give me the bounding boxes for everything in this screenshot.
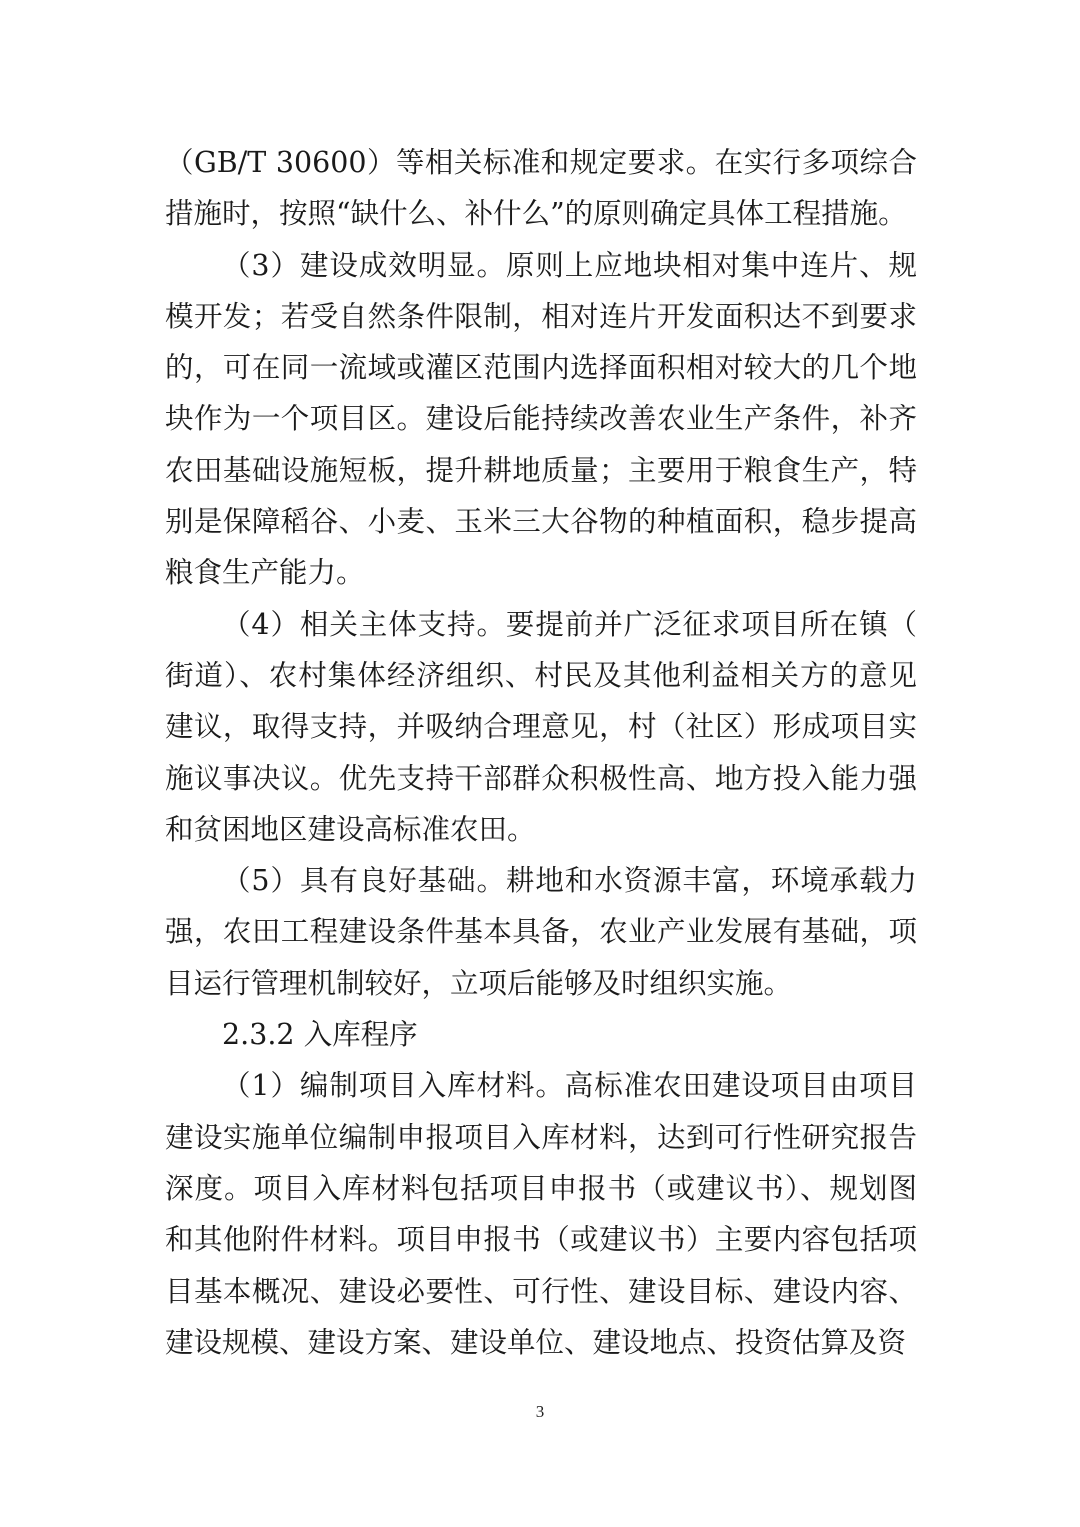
paragraph-item-3: （3）建设成效明显。原则上应地块相对集中连片、规模开发；若受自然条件限制，相对连片开发面积达不到要求的，可在同一流域或灌区范围内选择面积相对较大的几个地块作为一个项目区。建设后能持续改善农业生产条件，补齐农田基础设施短板，提升耕地质量；主要用于粮食生产，特别是保障稻谷、小麦、玉米三大谷物的种植面积，稳步提高粮食生产能力。 xyxy=(165,248,917,590)
body-text xyxy=(165,137,917,1368)
paragraph-item-4: （4）相关主体支持。要提前并广泛征求项目所在镇（街道）、农村集体经济组织、村民及其他利益相关方的意见建议，取得支持，并吸纳合理意见，村（社区）形成项目实施议事决议。优先支持干部群众积极性高、地方投入能力强和贫困地区建设高标准农田。 xyxy=(165,607,917,846)
paragraph-item-5: （5）具有良好基础。耕地和水资源丰富，环境承载力强，农田工程建设条件基本具备，农业产业发展有基础，项目运行管理机制较好，立项后能够及时组织实施。 xyxy=(165,864,917,1000)
page-number: 3 xyxy=(535,1402,545,1421)
section-heading-2-3-2: 2.3.2 入库程序 xyxy=(222,1018,418,1052)
paragraph-procedure-1: （1）编制项目入库材料。高标准农田建设项目由项目建设实施单位编制申报项目入库材料，达到可行性研究报告深度。项目入库材料包括项目申报书（或建议书）、规划图和其他附件材料。项目申报书（或建议书）主要内容包括项目基本概况、建设必要性、可行性、建设目标、建设内容、建设规模、建设方案、建设单位、建设地点、投资估算及资 xyxy=(165,1069,917,1359)
paragraph-standards: （GB/T 30600）等相关标准和规定要求。在实行多项综合措施时，按照“缺什么、补什么”的原则确定具体工程措施。 xyxy=(165,146,917,231)
